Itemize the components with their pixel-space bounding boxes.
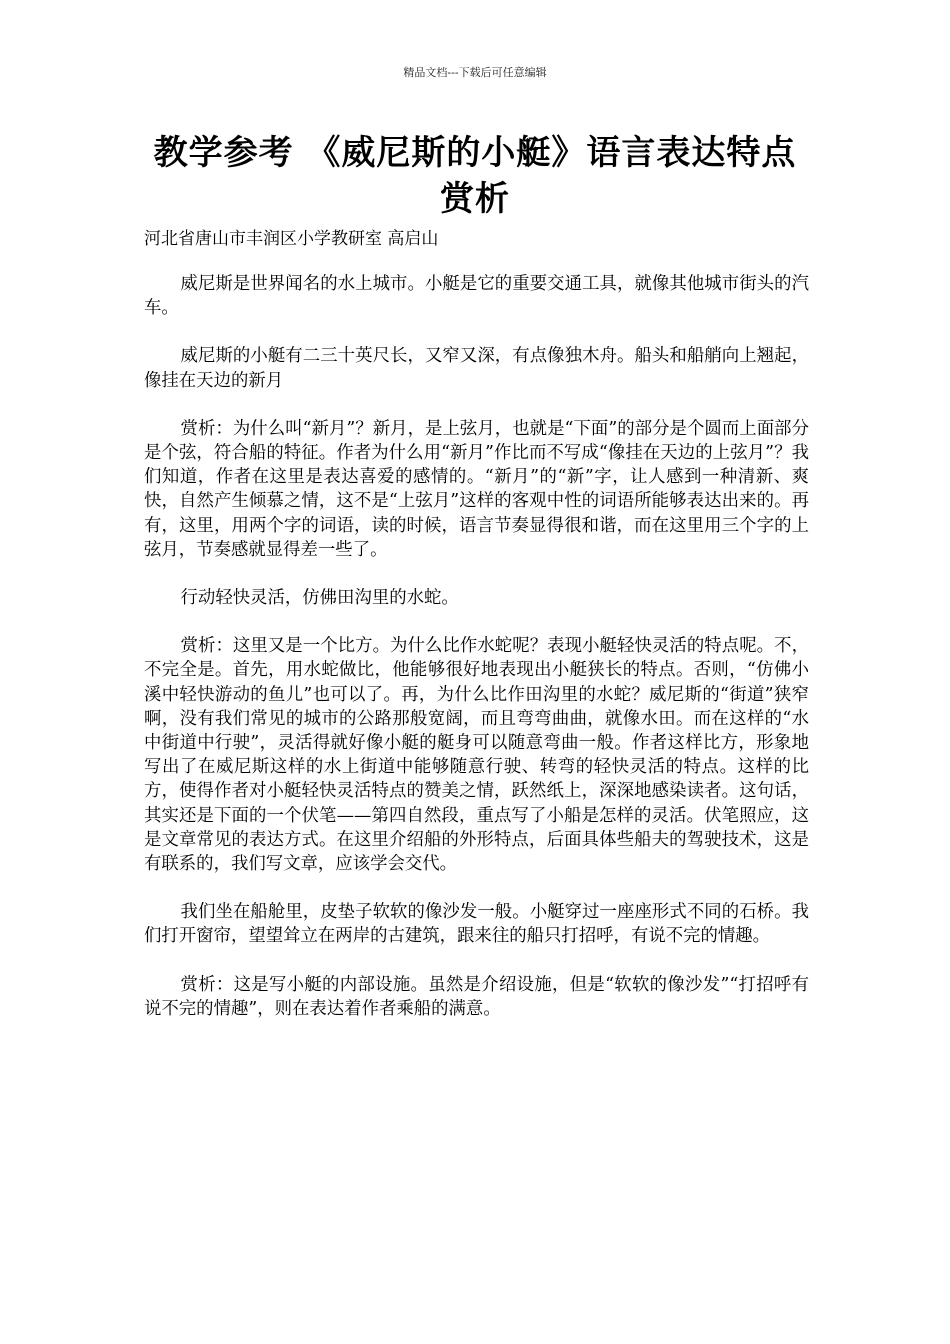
paragraph: 赏析：这是写小艇的内部设施。虽然是介绍设施，但是“软软的像沙发”“打招呼有说不完的情趣”，则在表达着作者乘船的满意。: [144, 974, 809, 1019]
paragraph: 威尼斯的小艇有二三十英尺长，又窄又深，有点像独木舟。船头和船艄向上翘起，像挂在天边的新月: [144, 346, 809, 391]
paragraph: 赏析：为什么叫“新月”？新月，是上弦月，也就是“下面”的部分是个圆而上面部分是个弦，符合船的特征。作者为什么用“新月”作比而不写成“像挂在天边的上弦月”？我们知道，作者在这里是表达喜爱的感情的。“新月”的“新”字，让人感到一种清新、爽快，自然产生倾慕之情，这不是“上弦月”这样的客观中性的词语所能够表达出来的。再有，这里，用两个字的词语，读的时候，语言节奏显得很和谐，而在这里用三个字的上弦月，节奏感就显得差一些了。: [144, 418, 809, 560]
page-header: 精品文档---下载后可任意编辑: [403, 66, 547, 79]
document-body: [144, 272, 809, 1045]
paragraph: 赏析：这里又是一个比方。为什么比作水蛇呢？表现小艇轻快灵活的特点呢。不，不完全是。首先，用水蛇做比，他能够很好地表现出小艇狭长的特点。否则，“仿佛小溪中轻快游动的鱼儿”也可以了。再，为什么比作田沟里的水蛇？威尼斯的“街道”狭窄啊，没有我们常见的城市的公路那般宽阔，而且弯弯曲曲，就像水田。而在这样的“水中街道中行驶”，灵活得就好像小艇的艇身可以随意弯曲一般。作者这样比方，形象地写出了在威尼斯这样的水上街道中能够随意行驶、转弯的轻快灵活的特点。这样的比方，使得作者对小艇轻快灵活特点的赞美之情，跃然纸上，深深地感染读者。这句话，其实还是下面的一个伏笔——第四自然段，重点写了小船是怎样的灵活。伏笔照应，这是文章常见的表达方式。在这里介绍船的外形特点，后面具体些船夫的驾驶技术，这是有联系的，我们写文章，应该学会交代。: [144, 636, 809, 875]
paragraph: 行动轻快灵活，仿佛田沟里的水蛇。: [180, 588, 459, 609]
paragraph: 威尼斯是世界闻名的水上城市。小艇是它的重要交通工具，就像其他城市街头的汽车。: [144, 274, 809, 319]
document-title: 教学参考 《威尼斯的小艇》语言表达特点赏析: [153, 133, 797, 219]
author-line: 河北省唐山市丰润区小学教研室 高启山: [144, 229, 439, 249]
paragraph: 我们坐在船舱里，皮垫子软软的像沙发一般。小艇穿过一座座形式不同的石桥。我们打开窗帘，望望耸立在两岸的古建筑，跟来往的船只打招呼，有说不完的情趣。: [144, 902, 809, 947]
